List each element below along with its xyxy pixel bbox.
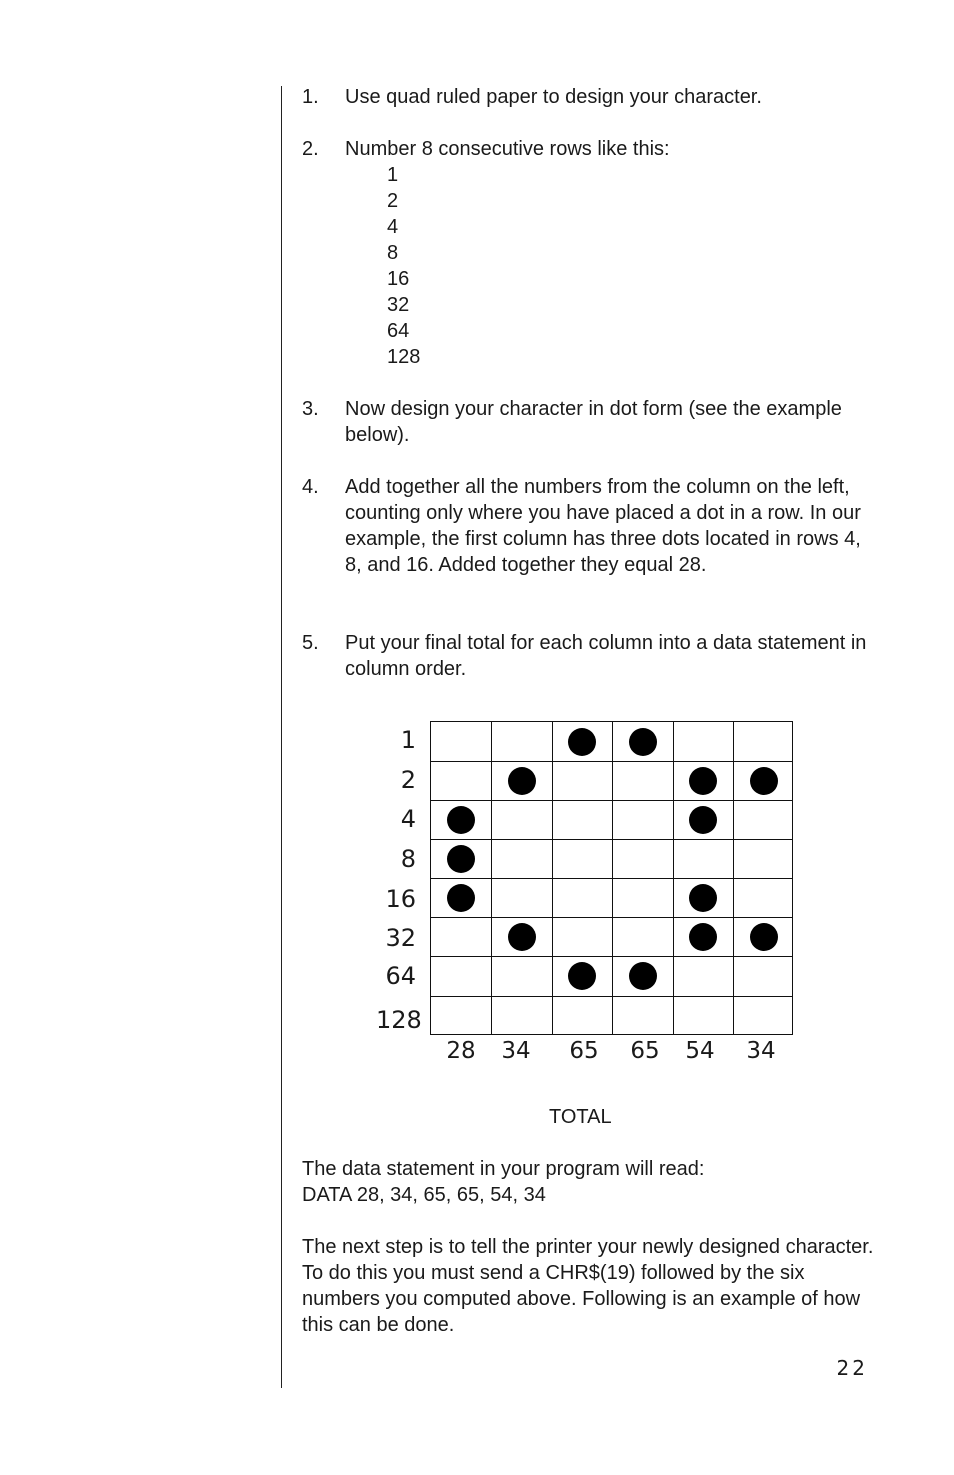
step-number: 4. [302,476,319,498]
row-number: 1 [387,164,399,186]
step-5 [302,630,882,682]
grid-line [431,917,792,918]
total-label: TOTAL [549,1106,612,1128]
row-number: 32 [387,294,410,316]
matrix-dot [629,728,657,756]
row-number: 4 [387,216,399,238]
next-step-paragraph: The next step is to tell the printer your newly designed character. To do this you must send a CHR$(19) followed by the six numbers you computed above. Following is an example of how this can be done. [302,1236,874,1336]
grid-row-label: 128 [376,1006,422,1034]
column-total: 65 [569,1038,599,1064]
data-statement-intro: The data statement in your program will read: [302,1158,705,1180]
matrix-dot [508,923,536,951]
step-3 [302,396,882,448]
step-text: Use quad ruled paper to design your character. [345,86,762,108]
data-statement-paragraph [302,1156,877,1208]
row-number-list [387,162,420,370]
step-number: 3. [302,398,319,420]
grid-line [431,839,792,840]
page-number: 22 [836,1356,868,1380]
matrix-dot [508,767,536,795]
grid-row-label: 2 [400,766,416,794]
step-number: 5. [302,632,319,654]
row-number: 128 [387,346,421,368]
column-total: 28 [446,1038,476,1064]
matrix-dot [750,767,778,795]
grid-row-label: 4 [400,805,416,833]
grid-row-label: 8 [400,845,416,873]
step-number: 1. [302,86,319,108]
matrix-dot [689,923,717,951]
column-total: 34 [501,1038,531,1064]
step-number: 2. [302,138,319,160]
matrix-dot [447,806,475,834]
column-total: 54 [685,1038,715,1064]
grid-row-label: 64 [385,962,416,990]
step-4 [302,474,882,578]
matrix-dot [689,884,717,912]
matrix-dot [629,962,657,990]
grid-line [431,800,792,801]
step-1 [302,84,882,110]
row-number: 2 [387,190,399,212]
row-number: 64 [387,320,410,342]
grid-line [431,996,792,997]
margin-rule [281,86,282,1388]
step-text: Now design your character in dot form (see the example below). [345,398,842,446]
matrix-dot [689,806,717,834]
column-total: 34 [746,1038,776,1064]
grid-line [431,956,792,957]
grid-line [431,761,792,762]
row-number: 16 [387,268,410,290]
grid-row-label: 1 [400,726,416,754]
matrix-dot [568,728,596,756]
grid-line [431,878,792,879]
column-total: 65 [630,1038,660,1064]
matrix-dot [750,923,778,951]
row-number: 8 [387,242,399,264]
matrix-dot [447,845,475,873]
step-2 [302,136,882,162]
data-statement-code: DATA 28, 34, 65, 65, 54, 34 [302,1184,546,1206]
step-text: Add together all the numbers from the column on the left, counting only where you have placed a dot in a row. In our example, the first column has three dots located in rows 4, 8, and 16. Added together they equal 28. [345,476,861,576]
step-text: Number 8 consecutive rows like this: [345,138,670,160]
step-text: Put your final total for each column into a data statement in column order. [345,632,867,680]
matrix-dot [447,884,475,912]
matrix-dot [568,962,596,990]
dot-matrix-grid [430,721,793,1035]
grid-row-label: 32 [385,924,416,952]
matrix-dot [689,767,717,795]
grid-row-label: 16 [385,885,416,913]
